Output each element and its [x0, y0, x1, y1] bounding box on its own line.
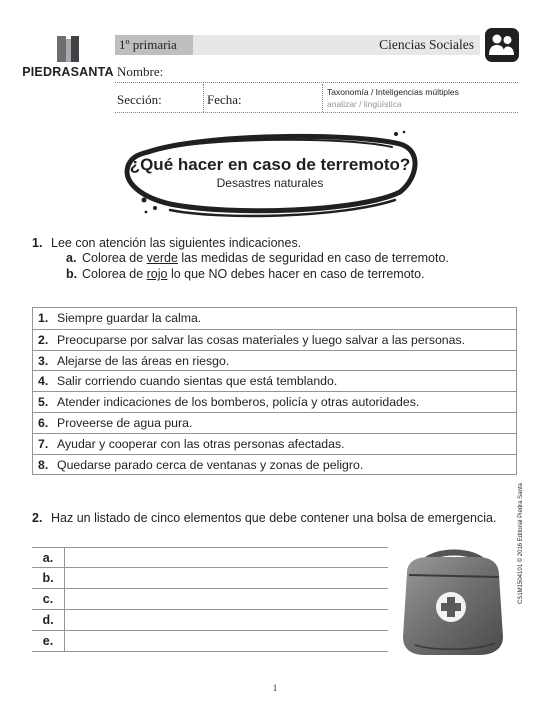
group-people-icon [485, 28, 519, 62]
logo-text: PIEDRASANTA [22, 65, 114, 79]
publisher-logo [22, 36, 114, 79]
page-title: ¿Qué hacer en caso de terremoto? [129, 155, 411, 174]
answer-table [32, 547, 388, 652]
answer-row: a. [32, 547, 388, 568]
answer-row: c. [32, 589, 388, 610]
instruction-a: a. Colorea de verde las medidas de seguridad en caso de terremoto. [66, 251, 449, 265]
title-banner [110, 130, 430, 220]
taxonomy-values: analizar / lingüística [327, 99, 402, 109]
table-row[interactable]: 4. Salir corriendo cuando sientas que está temblando. [33, 370, 516, 391]
table-row[interactable]: 1. Siempre guardar la calma. [38, 311, 202, 325]
answer-field[interactable] [64, 568, 388, 588]
table-row[interactable]: 5. Atender indicaciones de los bomberos, policía y otras autoridades. [33, 391, 516, 412]
table-row[interactable]: 7. Ayudar y cooperar con las otras personas afectadas. [33, 433, 516, 454]
answer-field[interactable] [64, 610, 388, 630]
first-aid-kit-icon [395, 545, 510, 665]
table-row[interactable]: 2. Preocuparse por salvar las cosas materiales y luego salvar a las personas. [33, 329, 516, 350]
page-subtitle: Desastres naturales [216, 176, 324, 190]
taxonomy-label: Taxonomía / Inteligencias múltiples [327, 87, 459, 97]
name-label: Nombre: [117, 64, 164, 79]
question-1: 1. Lee con atención las siguientes indicaciones. [32, 236, 302, 250]
section-label: Sección: [117, 92, 162, 107]
answer-field[interactable] [64, 631, 388, 651]
answer-row: d. [32, 610, 388, 631]
grade-label: 1º primaria [115, 35, 193, 55]
answer-field[interactable] [64, 589, 388, 609]
instruction-b: b. Colorea de rojo lo que NO debes hacer en caso de terremoto. [66, 267, 425, 281]
table-row[interactable]: 6. Proveerse de agua pura. [33, 412, 516, 433]
page-number: 1 [272, 683, 278, 693]
question-2: 2. Haz un listado de cinco elementos que debe contener una bolsa de emergencia. [32, 511, 497, 525]
color-word-red: rojo [146, 267, 168, 281]
table-row[interactable]: 3. Alejarse de las áreas en riesgo. [33, 350, 516, 371]
answer-row: e. [32, 631, 388, 652]
table-row[interactable]: 8. Quedarse parado cerca de ventanas y zonas de peligro. [33, 454, 516, 475]
section-line [115, 112, 518, 113]
copyright-text: CS1M1504101 © 2016 Editorial Piedra Santa [518, 483, 524, 604]
name-line[interactable] [115, 82, 518, 83]
statements-table [32, 307, 517, 475]
subject-label: Ciencias Sociales [379, 37, 474, 52]
book-icon [57, 36, 79, 62]
answer-row: b. [32, 568, 388, 589]
color-word-green: verde [146, 251, 178, 265]
date-label: Fecha: [207, 92, 242, 107]
answer-field[interactable] [64, 548, 388, 568]
